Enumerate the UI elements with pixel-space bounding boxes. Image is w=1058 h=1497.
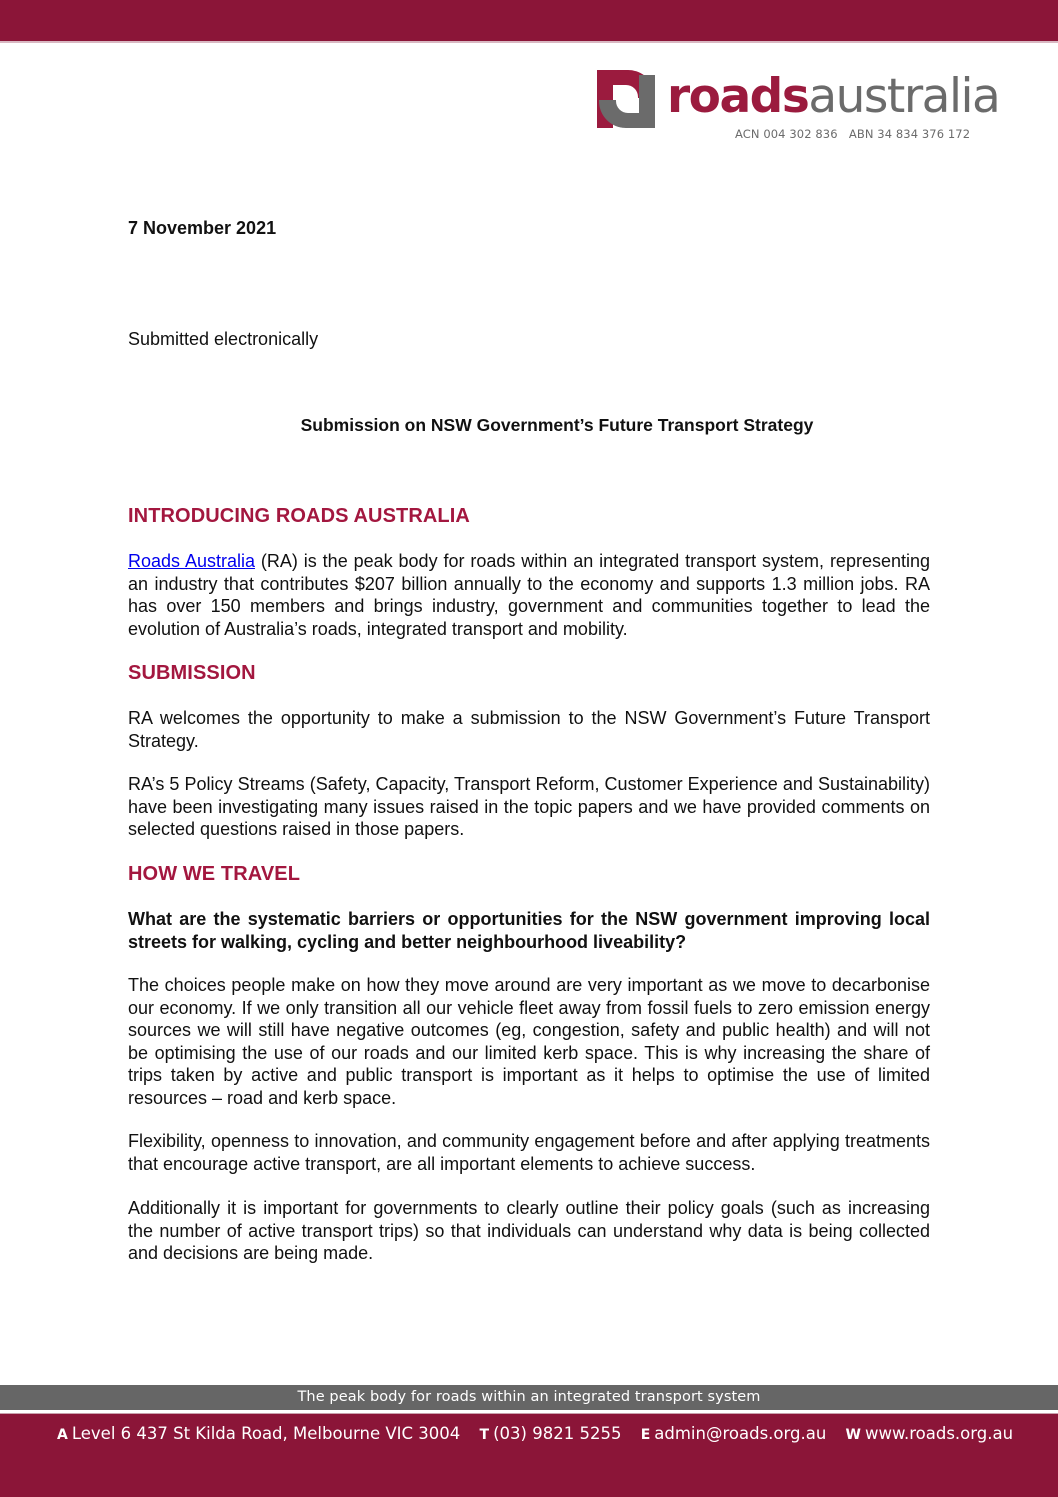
section-heading-how-we-travel: HOW WE TRAVEL bbox=[128, 863, 301, 885]
consultation-question: What are the systematic barriers or opportunities for the NSW government improving local streets for walking, cycling and better neighbourhood liveability? bbox=[128, 909, 930, 952]
letter-date: 7 November 2021 bbox=[128, 218, 277, 238]
roads-australia-link[interactable]: Roads Australia bbox=[128, 551, 255, 571]
ra-monogram-icon bbox=[597, 70, 655, 128]
email-value[interactable]: admin@roads.org.au bbox=[654, 1424, 827, 1443]
logo-word-roads: roads bbox=[667, 69, 809, 124]
logo-word-australia: australia bbox=[808, 69, 1000, 124]
address-label: A bbox=[57, 1427, 68, 1443]
section-heading-submission: SUBMISSION bbox=[128, 662, 256, 684]
phone-value[interactable]: (03) 9821 5255 bbox=[493, 1424, 622, 1443]
website-value[interactable]: www.roads.org.au bbox=[865, 1424, 1014, 1443]
email-label: E bbox=[640, 1427, 651, 1443]
submission-paragraph-2: RA’s 5 Policy Streams (Safety, Capacity, Transport Reform, Customer Experience and Sustainability) have been investigating many issues raised in the topic papers and we have provided comments on selected questions raised in those papers. bbox=[128, 774, 930, 840]
phone-label: T bbox=[479, 1427, 490, 1443]
how-we-travel-paragraph-1: The choices people make on how they move around are very important as we move to decarbonise our economy. If we only transition all our vehicle fleet away from fossil fuels to zero emission energy sources we will still have negative outcomes (eg, congestion, safety and public health) and will not be optimising the use of our roads and our limited kerb space. This is why increasing the share of trips taken by active and public transport is important as it helps to optimise the use of limited resources – road and kerb space. bbox=[128, 975, 930, 1108]
section-heading-introducing: INTRODUCING ROADS AUSTRALIA bbox=[128, 505, 470, 527]
submission-method: Submitted electronically bbox=[128, 329, 319, 349]
footer-contact-details bbox=[57, 1423, 1013, 1446]
roads-australia-logo bbox=[597, 70, 1017, 150]
website-label: W bbox=[845, 1427, 861, 1443]
intro-paragraph bbox=[128, 550, 930, 640]
intro-paragraph-text: (RA) is the peak body for roads within an integrated transport system, representing an industry that contributes $207 billion annually to the economy and supports 1.3 million jobs. RA has over 150 members and brings industry, government and communities together to lead the evolution of Australia’s roads, integrated transport and mobility. bbox=[128, 551, 931, 639]
footer-tagline: The peak body for roads within an integrated transport system bbox=[297, 1389, 761, 1405]
submission-paragraph-1: RA welcomes the opportunity to make a submission to the NSW Government’s Future Transport Strategy. bbox=[128, 708, 930, 751]
logo-wordmark bbox=[667, 68, 999, 126]
header-bar-rule bbox=[0, 41, 1058, 43]
how-we-travel-paragraph-3: Additionally it is important for governments to clearly outline their policy goals (such as increasing the number of active transport trips) so that individuals can understand why data is being collected and decisions are being made. bbox=[128, 1198, 930, 1264]
document-title: Submission on NSW Government’s Future Transport Strategy bbox=[300, 415, 814, 435]
how-we-travel-paragraph-2: Flexibility, openness to innovation, and community engagement before and after applying treatments that encourage active transport, are all important elements to achieve success. bbox=[128, 1131, 930, 1174]
company-registration: ACN 004 302 836 ABN 34 834 376 172 bbox=[735, 127, 971, 141]
address-value: Level 6 437 St Kilda Road, Melbourne VIC 3004 bbox=[71, 1424, 461, 1443]
header-bar bbox=[0, 0, 1058, 41]
